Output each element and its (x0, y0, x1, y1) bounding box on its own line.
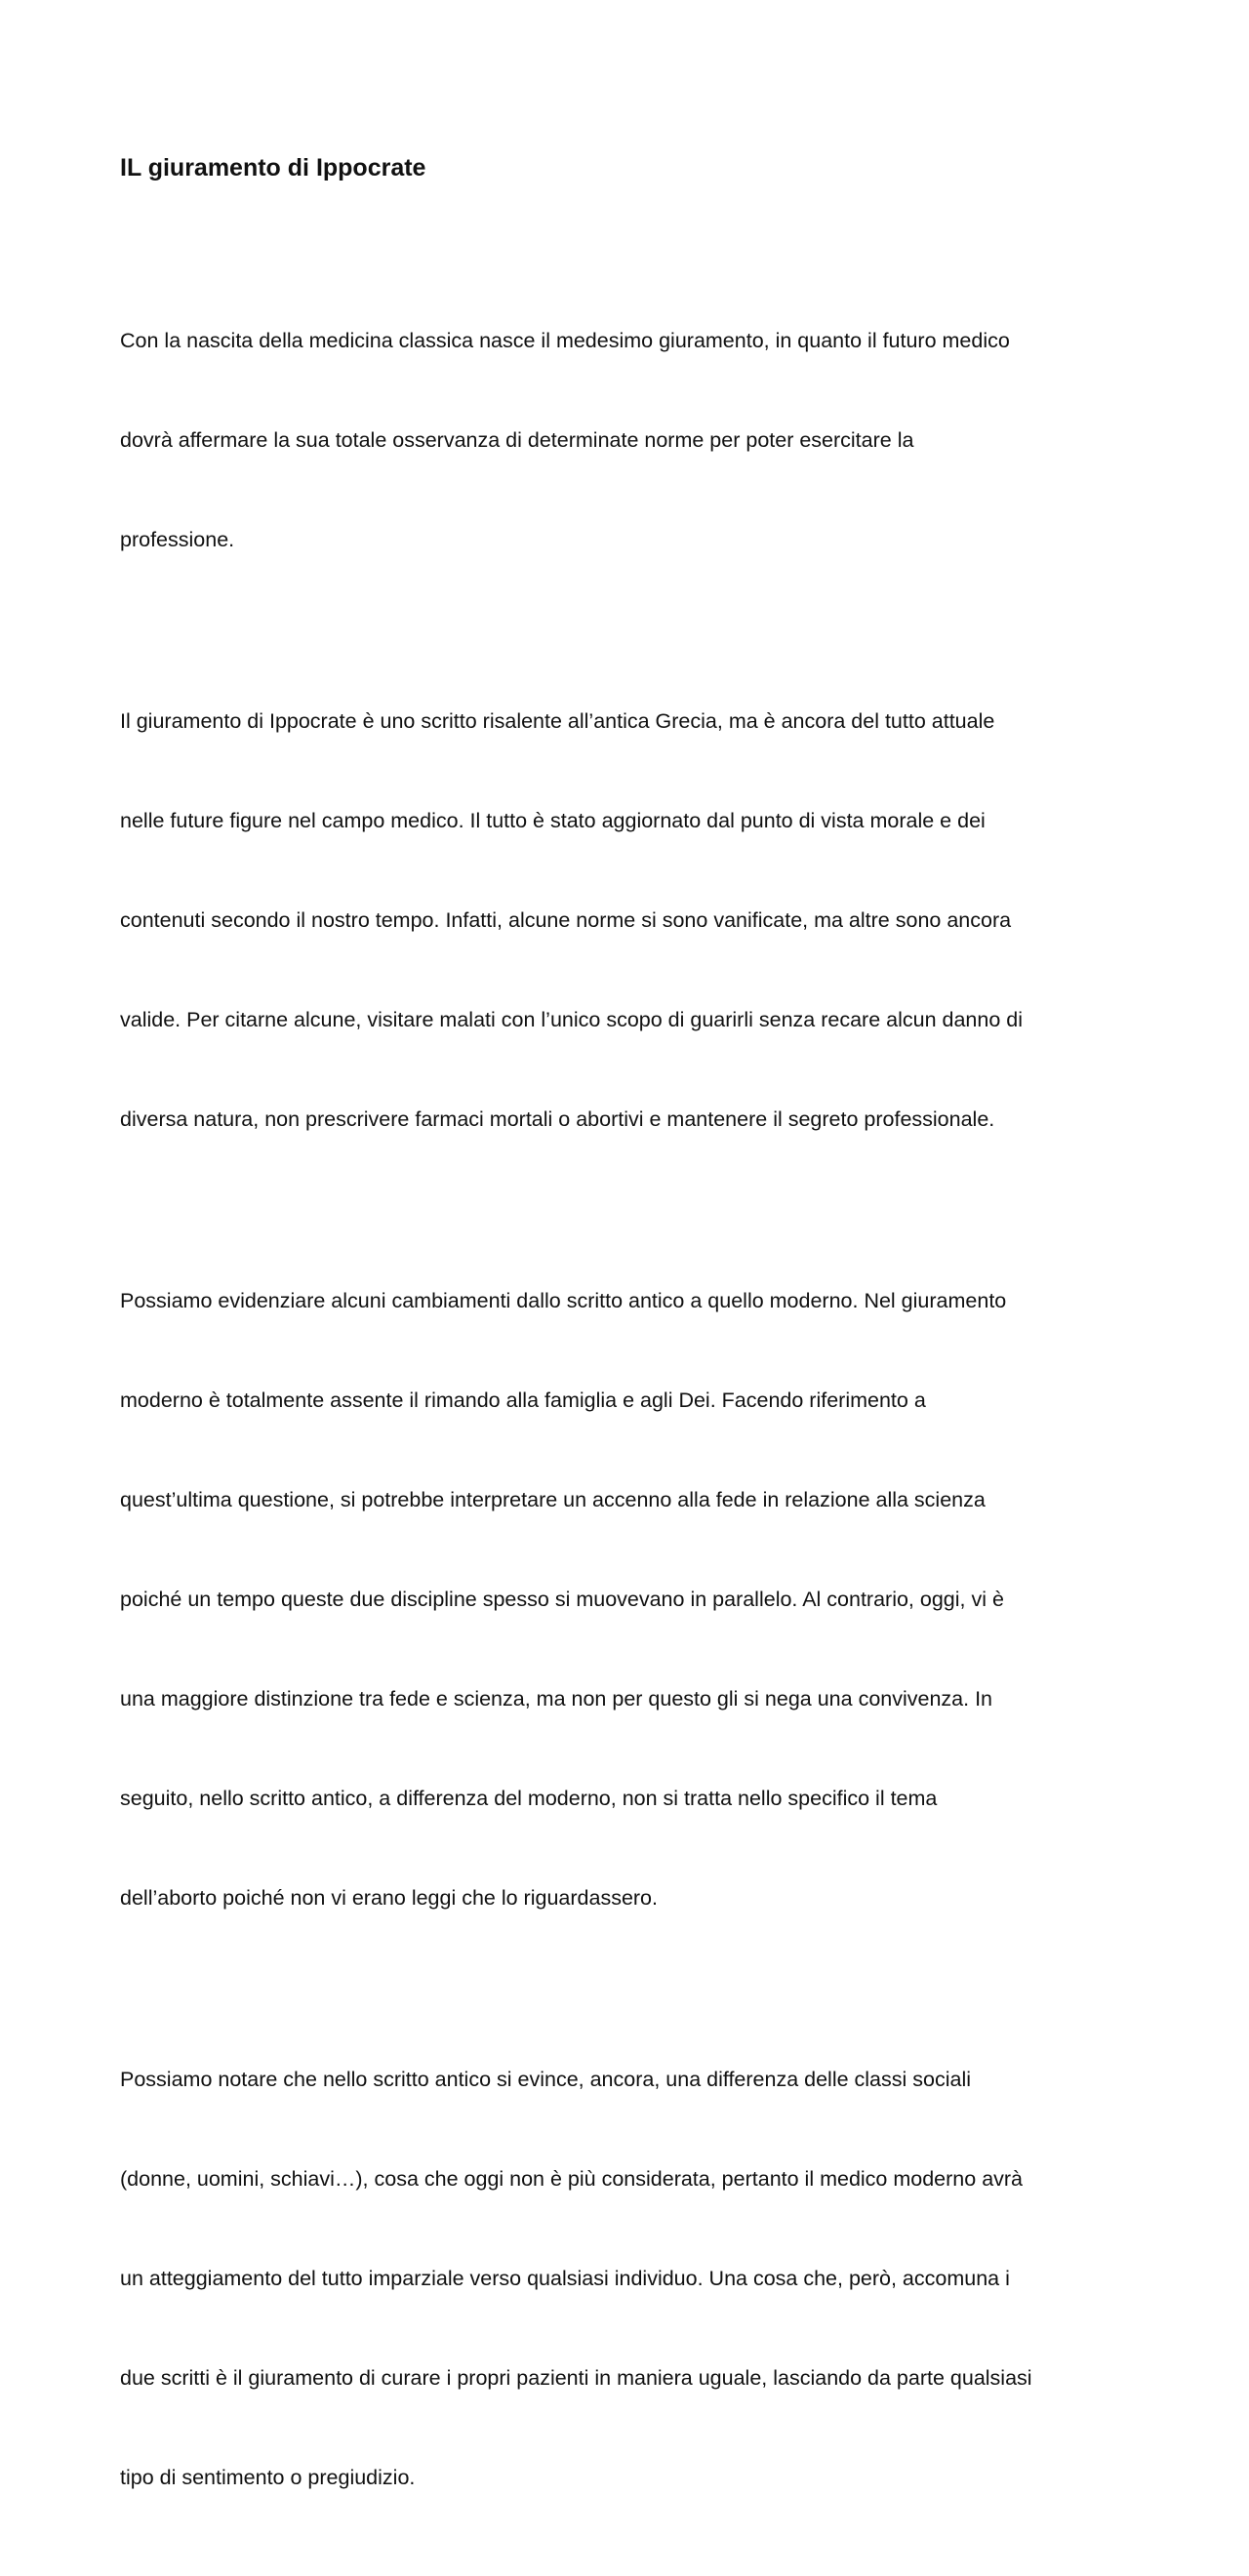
text-line: Possiamo notare che nello scritto antico si evince, ancora, una differenza delle classi sociali (120, 2068, 972, 2091)
paragraph-1 (120, 258, 1145, 623)
document-body (120, 258, 1145, 2576)
text-line: tipo di sentimento o pregiudizio. (120, 2466, 416, 2489)
text-line: (donne, uomini, schiavi…), cosa che oggi non è più considerata, pertanto il medico moderno avrà (120, 2167, 1024, 2191)
text-line: diversa natura, non prescrivere farmaci mortali o abortivi e mantenere il segreto professionale. (120, 1107, 995, 1131)
text-line: poiché un tempo queste due discipline spesso si muovevano in parallelo. Al contrario, oggi, vi è (120, 1588, 1004, 1611)
text-line: professione. (120, 528, 235, 551)
text-line: quest’ultima questione, si potrebbe interpretare un accenno alla fede in relazione alla scienza (120, 1488, 986, 1511)
text-line: seguito, nello scritto antico, a differenza del moderno, non si tratta nello specifico il tema (120, 1787, 938, 1810)
text-line: dell’aborto poiché non vi erano leggi che lo riguardassero. (120, 1886, 658, 1910)
text-line: Il giuramento di Ippocrate è uno scritto risalente all’antica Grecia, ma è ancora del tutto attuale (120, 709, 995, 733)
text-line: nelle future figure nel campo medico. Il tutto è stato aggiornato dal punto di vista morale e dei (120, 809, 986, 832)
text-line: un atteggiamento del tutto imparziale verso qualsiasi individuo. Una cosa che, però, accomuna i (120, 2267, 1010, 2290)
text-line: moderno è totalmente assente il rimando alla famiglia e agli Dei. Facendo riferimento a (120, 1389, 926, 1412)
paragraph-3 (120, 1218, 1145, 1981)
text-line: una maggiore distinzione tra fede e scienza, ma non per questo gli si nega una convivenza. In (120, 1687, 993, 1711)
paragraph-4 (120, 1996, 1145, 2560)
text-line: Con la nascita della medicina classica nasce il medesimo giuramento, in quanto il futuro medico (120, 329, 1010, 352)
document-title: IL giuramento di Ippocrate (120, 154, 426, 181)
text-line: Possiamo evidenziare alcuni cambiamenti dallo scritto antico a quello moderno. Nel giuramento (120, 1289, 1007, 1312)
text-line: contenuti secondo il nostro tempo. Infatti, alcune norme si sono vanificate, ma altre sono ancora (120, 908, 1012, 932)
text-line: dovrà affermare la sua totale osservanza di determinate norme per poter esercitare la (120, 428, 914, 452)
paragraph-2 (120, 638, 1145, 1202)
text-line: valide. Per citarne alcune, visitare malati con l’unico scopo di guarirli senza recare alcun danno di (120, 1008, 1023, 1031)
text-line: due scritti è il giuramento di curare i propri pazienti in maniera uguale, lasciando da parte qualsiasi (120, 2366, 1032, 2390)
